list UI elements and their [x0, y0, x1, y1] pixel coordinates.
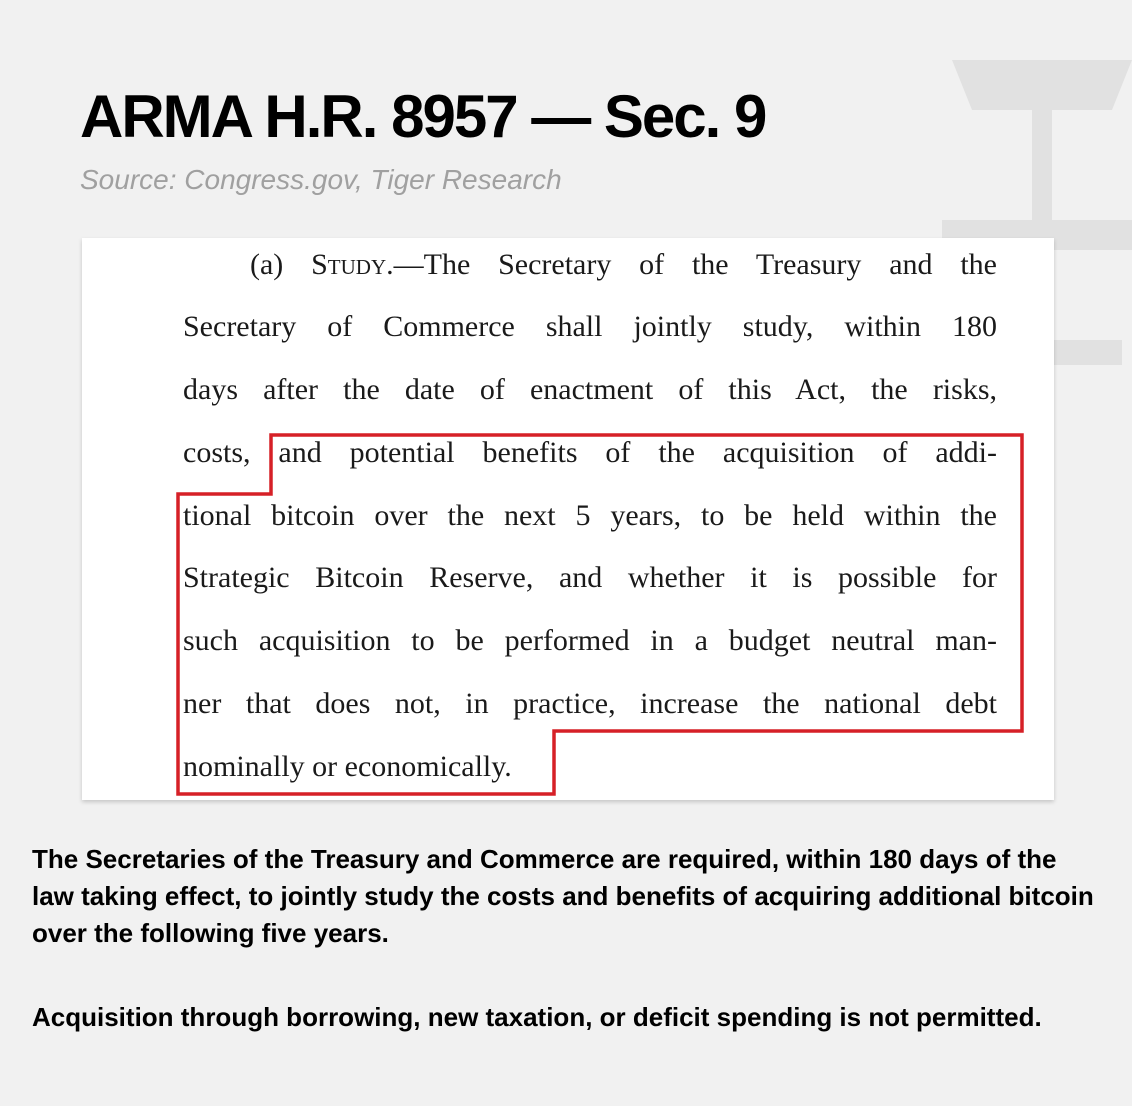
line-text: Secretary of Commerce shall jointly study, within 180 [183, 310, 997, 343]
line-text: nominally or economically. [183, 750, 512, 783]
bill-excerpt [82, 238, 1054, 800]
line-text: Strategic Bitcoin Reserve, and whether it is possible for [183, 561, 997, 594]
summary-paragraph: Acquisition through borrowing, new taxation, or deficit spending is not permitted. [32, 1002, 1042, 1032]
line-text: days after the date of enactment of this Act, the risks, [183, 373, 997, 406]
section-heading: Study [311, 248, 387, 281]
source-caption: Source: Congress.gov, Tiger Research [80, 164, 562, 195]
line-text: such acquisition to be performed in a budget neutral man- [183, 624, 997, 657]
line-text: (a) Study.—The Secretary of the Treasury and the [250, 248, 997, 281]
line-text: ner that does not, in practice, increase the national debt [183, 687, 997, 720]
summary-paragraph: The Secretaries of the Treasury and Commerce are required, within 180 days of the law taking effect, to jointly study the costs and benefits of acquiring additional bitcoin over the following five years. [32, 844, 1094, 948]
page-title: ARMA H.R. 8957 — Sec. 9 [80, 83, 766, 150]
line-text: costs, and potential benefits of the acquisition of addi- [183, 436, 997, 469]
line-text: tional bitcoin over the next 5 years, to be held within the [183, 499, 997, 532]
